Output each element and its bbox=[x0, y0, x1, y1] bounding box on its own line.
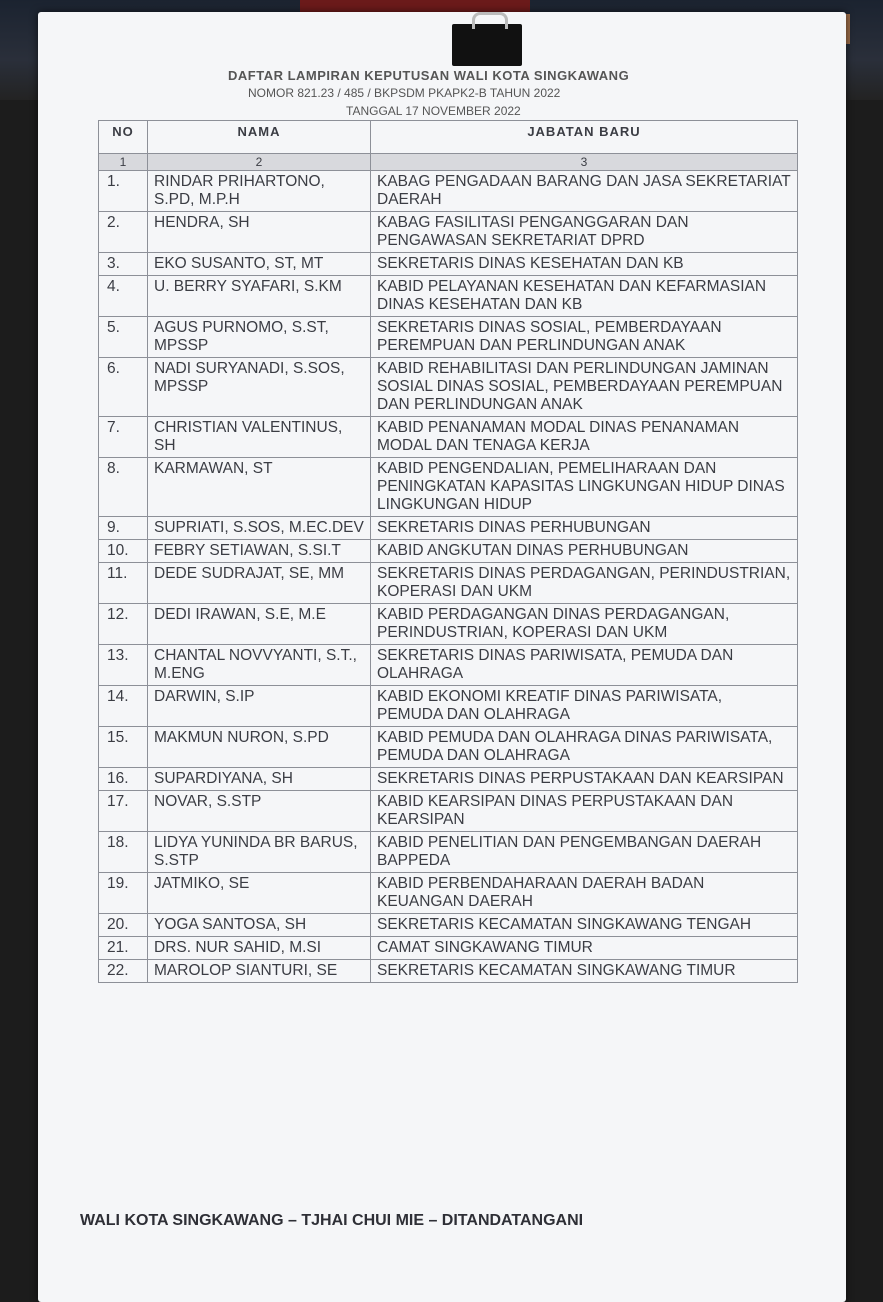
table-row bbox=[99, 540, 798, 563]
signature-footer: WALI KOTA SINGKAWANG – TJHAI CHUI MIE – DITANDATANGANI bbox=[80, 1212, 584, 1229]
cell-nama: NOVAR, S.STP bbox=[148, 791, 371, 832]
table-row bbox=[99, 212, 798, 253]
table-row bbox=[99, 517, 798, 540]
cell-no: 22. bbox=[99, 960, 148, 983]
cell-nama: JATMIKO, SE bbox=[148, 873, 371, 914]
cell-no: 8. bbox=[99, 458, 148, 517]
cell-no: 14. bbox=[99, 686, 148, 727]
cell-no: 7. bbox=[99, 417, 148, 458]
table-row bbox=[99, 768, 798, 791]
table-row bbox=[99, 317, 798, 358]
cell-jabatan: KABID PENELITIAN DAN PENGEMBANGAN DAERAH BAPPEDA bbox=[371, 832, 798, 873]
cell-nama: CHRISTIAN VALENTINUS, SH bbox=[148, 417, 371, 458]
cell-no: 20. bbox=[99, 914, 148, 937]
table-row bbox=[99, 358, 798, 417]
cell-nama: U. BERRY SYAFARI, S.KM bbox=[148, 276, 371, 317]
table-row bbox=[99, 171, 798, 212]
column-header-jabatan: JABATAN BARU bbox=[371, 121, 798, 154]
cell-no: 2. bbox=[99, 212, 148, 253]
cell-nama: DARWIN, S.IP bbox=[148, 686, 371, 727]
cell-nama: FEBRY SETIAWAN, S.SI.T bbox=[148, 540, 371, 563]
cell-nama: NADI SURYANADI, S.SOS, MPSSP bbox=[148, 358, 371, 417]
cell-nama: DEDE SUDRAJAT, SE, MM bbox=[148, 563, 371, 604]
cell-nama: SUPARDIYANA, SH bbox=[148, 768, 371, 791]
table-row bbox=[99, 914, 798, 937]
cell-jabatan: KABID REHABILITASI DAN PERLINDUNGAN JAMINAN SOSIAL DINAS SOSIAL, PEMBERDAYAAN PEREMPUAN DAN PERLINDUNGAN ANAK bbox=[371, 358, 798, 417]
cell-jabatan: SEKRETARIS DINAS SOSIAL, PEMBERDAYAAN PEREMPUAN DAN PERLINDUNGAN ANAK bbox=[371, 317, 798, 358]
document-sheet bbox=[38, 12, 846, 1302]
table-row bbox=[99, 832, 798, 873]
cell-nama: DEDI IRAWAN, S.E, M.E bbox=[148, 604, 371, 645]
cell-nama: RINDAR PRIHARTONO, S.PD, M.P.H bbox=[148, 171, 371, 212]
table-row bbox=[99, 276, 798, 317]
header-title: DAFTAR LAMPIRAN KEPUTUSAN WALI KOTA SINGKAWANG bbox=[228, 68, 630, 83]
table-row bbox=[99, 604, 798, 645]
cell-no: 19. bbox=[99, 873, 148, 914]
cell-jabatan: KABID KEARSIPAN DINAS PERPUSTAKAAN DAN KEARSIPAN bbox=[371, 791, 798, 832]
cell-jabatan: SEKRETARIS DINAS PERHUBUNGAN bbox=[371, 517, 798, 540]
table-row bbox=[99, 791, 798, 832]
cell-jabatan: SEKRETARIS DINAS PARIWISATA, PEMUDA DAN OLAHRAGA bbox=[371, 645, 798, 686]
banner-red-strip bbox=[300, 0, 530, 12]
cell-jabatan: SEKRETARIS KECAMATAN SINGKAWANG TIMUR bbox=[371, 960, 798, 983]
cell-nama: HENDRA, SH bbox=[148, 212, 371, 253]
cell-nama: EKO SUSANTO, ST, MT bbox=[148, 253, 371, 276]
table-row bbox=[99, 873, 798, 914]
cell-jabatan: KABID PERDAGANGAN DINAS PERDAGANGAN, PERINDUSTRIAN, KOPERASI DAN UKM bbox=[371, 604, 798, 645]
cell-nama: DRS. NUR SAHID, M.SI bbox=[148, 937, 371, 960]
cell-no: 18. bbox=[99, 832, 148, 873]
cell-jabatan: KABID EKONOMI KREATIF DINAS PARIWISATA, PEMUDA DAN OLAHRAGA bbox=[371, 686, 798, 727]
cell-jabatan: KABID ANGKUTAN DINAS PERHUBUNGAN bbox=[371, 540, 798, 563]
cell-nama: LIDYA YUNINDA BR BARUS, S.STP bbox=[148, 832, 371, 873]
cell-no: 21. bbox=[99, 937, 148, 960]
cell-jabatan: SEKRETARIS KECAMATAN SINGKAWANG TENGAH bbox=[371, 914, 798, 937]
table-row bbox=[99, 458, 798, 517]
table-row bbox=[99, 960, 798, 983]
binder-clip-icon bbox=[452, 24, 522, 66]
cell-no: 16. bbox=[99, 768, 148, 791]
column-number: 3 bbox=[371, 154, 798, 171]
cell-no: 10. bbox=[99, 540, 148, 563]
cell-no: 1. bbox=[99, 171, 148, 212]
cell-nama: KARMAWAN, ST bbox=[148, 458, 371, 517]
header-date: TANGGAL 17 NOVEMBER 2022 bbox=[346, 104, 521, 118]
column-number: 2 bbox=[148, 154, 371, 171]
cell-no: 11. bbox=[99, 563, 148, 604]
appointment-table bbox=[98, 120, 798, 983]
cell-jabatan: KABID PENGENDALIAN, PEMELIHARAAN DAN PENINGKATAN KAPASITAS LINGKUNGAN HIDUP DINAS LINGKUNGAN HIDUP bbox=[371, 458, 798, 517]
cell-jabatan: KABID PERBENDAHARAAN DAERAH BADAN KEUANGAN DAERAH bbox=[371, 873, 798, 914]
table-row bbox=[99, 253, 798, 276]
cell-jabatan: CAMAT SINGKAWANG TIMUR bbox=[371, 937, 798, 960]
table-row bbox=[99, 417, 798, 458]
cell-jabatan: KABID PEMUDA DAN OLAHRAGA DINAS PARIWISATA, PEMUDA DAN OLAHRAGA bbox=[371, 727, 798, 768]
table-row bbox=[99, 727, 798, 768]
cell-jabatan: KABAG FASILITASI PENGANGGARAN DAN PENGAWASAN SEKRETARIAT DPRD bbox=[371, 212, 798, 253]
cell-no: 15. bbox=[99, 727, 148, 768]
cell-no: 4. bbox=[99, 276, 148, 317]
cell-no: 9. bbox=[99, 517, 148, 540]
table-row bbox=[99, 686, 798, 727]
column-number-row bbox=[99, 154, 798, 171]
header-number: NOMOR 821.23 / 485 / BKPSDM PKAPK2-B TAHUN 2022 bbox=[248, 86, 561, 100]
cell-nama: MAKMUN NURON, S.PD bbox=[148, 727, 371, 768]
cell-jabatan: KABID PENANAMAN MODAL DINAS PENANAMAN MODAL DAN TENAGA KERJA bbox=[371, 417, 798, 458]
cell-jabatan: SEKRETARIS DINAS PERPUSTAKAAN DAN KEARSIPAN bbox=[371, 768, 798, 791]
cell-nama: YOGA SANTOSA, SH bbox=[148, 914, 371, 937]
cell-no: 5. bbox=[99, 317, 148, 358]
cell-no: 3. bbox=[99, 253, 148, 276]
cell-jabatan: SEKRETARIS DINAS KESEHATAN DAN KB bbox=[371, 253, 798, 276]
cell-no: 6. bbox=[99, 358, 148, 417]
column-header-no: NO bbox=[99, 121, 148, 154]
cell-jabatan: SEKRETARIS DINAS PERDAGANGAN, PERINDUSTRIAN, KOPERASI DAN UKM bbox=[371, 563, 798, 604]
column-number: 1 bbox=[99, 154, 148, 171]
cell-nama: AGUS PURNOMO, S.ST, MPSSP bbox=[148, 317, 371, 358]
cell-jabatan: KABID PELAYANAN KESEHATAN DAN KEFARMASIAN DINAS KESEHATAN DAN KB bbox=[371, 276, 798, 317]
table-row bbox=[99, 937, 798, 960]
cell-no: 13. bbox=[99, 645, 148, 686]
cell-no: 12. bbox=[99, 604, 148, 645]
cell-no: 17. bbox=[99, 791, 148, 832]
column-header-nama: NAMA bbox=[148, 121, 371, 154]
cell-nama: CHANTAL NOVVYANTI, S.T., M.ENG bbox=[148, 645, 371, 686]
cell-nama: SUPRIATI, S.SOS, M.EC.DEV bbox=[148, 517, 371, 540]
table-row bbox=[99, 563, 798, 604]
cell-nama: MAROLOP SIANTURI, SE bbox=[148, 960, 371, 983]
table-header-row bbox=[99, 121, 798, 154]
cell-jabatan: KABAG PENGADAAN BARANG DAN JASA SEKRETARIAT DAERAH bbox=[371, 171, 798, 212]
table-row bbox=[99, 645, 798, 686]
